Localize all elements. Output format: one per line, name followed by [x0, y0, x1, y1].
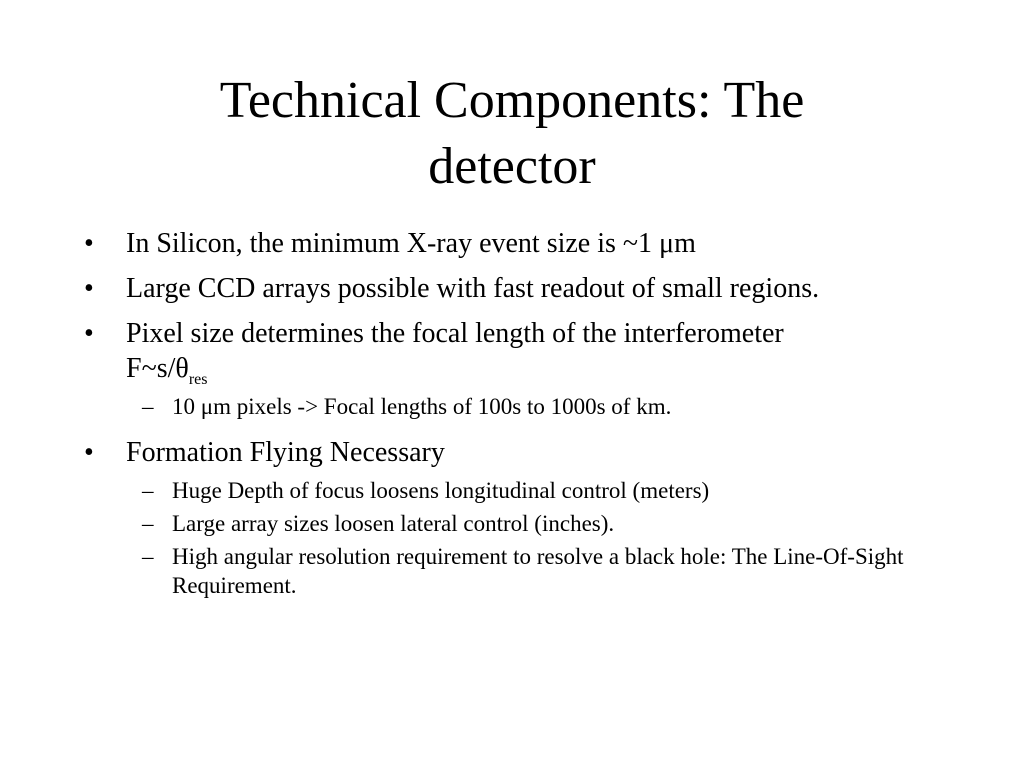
formula-subscript: res: [188, 371, 208, 388]
sub-bullet-text: High angular resolution requirement to resolve a black hole: The Line-Of-Sight Requirement.: [172, 544, 904, 598]
dash-icon: –: [142, 544, 154, 569]
slide-title: Technical Components: The detector: [219, 72, 805, 195]
bullet-item: [84, 316, 964, 386]
bullet-text: Large CCD arrays possible with fast readout of small regions.: [126, 273, 820, 304]
sub-bullet-text: 10 μm pixels -> Focal lengths of 100s to 1000s of km.: [172, 394, 672, 419]
sub-bullet-text: Large array sizes loosen lateral control (inches).: [172, 511, 615, 536]
bullet-icon: •: [84, 273, 94, 304]
sub-bullet-item: [84, 476, 964, 505]
bullet-icon: •: [84, 228, 94, 259]
dash-icon: –: [142, 511, 154, 536]
bullet-item: [84, 226, 964, 261]
formula-text: F~s/θ: [126, 353, 189, 384]
bullet-icon: •: [84, 318, 94, 349]
bullet-item: [84, 435, 964, 470]
bullet-icon: •: [84, 437, 94, 468]
bullet-item: [84, 271, 964, 306]
sub-bullet-item: [84, 542, 932, 600]
sub-bullet-item: [84, 509, 964, 538]
slide-body: [84, 226, 964, 608]
bullet-text-line1: Pixel size determines the focal length of the interferometer: [126, 318, 784, 349]
sub-bullet-item: [84, 392, 964, 421]
dash-icon: –: [142, 478, 154, 503]
dash-icon: –: [142, 394, 154, 419]
sub-bullet-text: Huge Depth of focus loosens longitudinal control (meters): [172, 478, 710, 503]
bullet-text: In Silicon, the minimum X-ray event size is ~1 μm: [126, 228, 696, 259]
bullet-text: Formation Flying Necessary: [126, 437, 445, 468]
